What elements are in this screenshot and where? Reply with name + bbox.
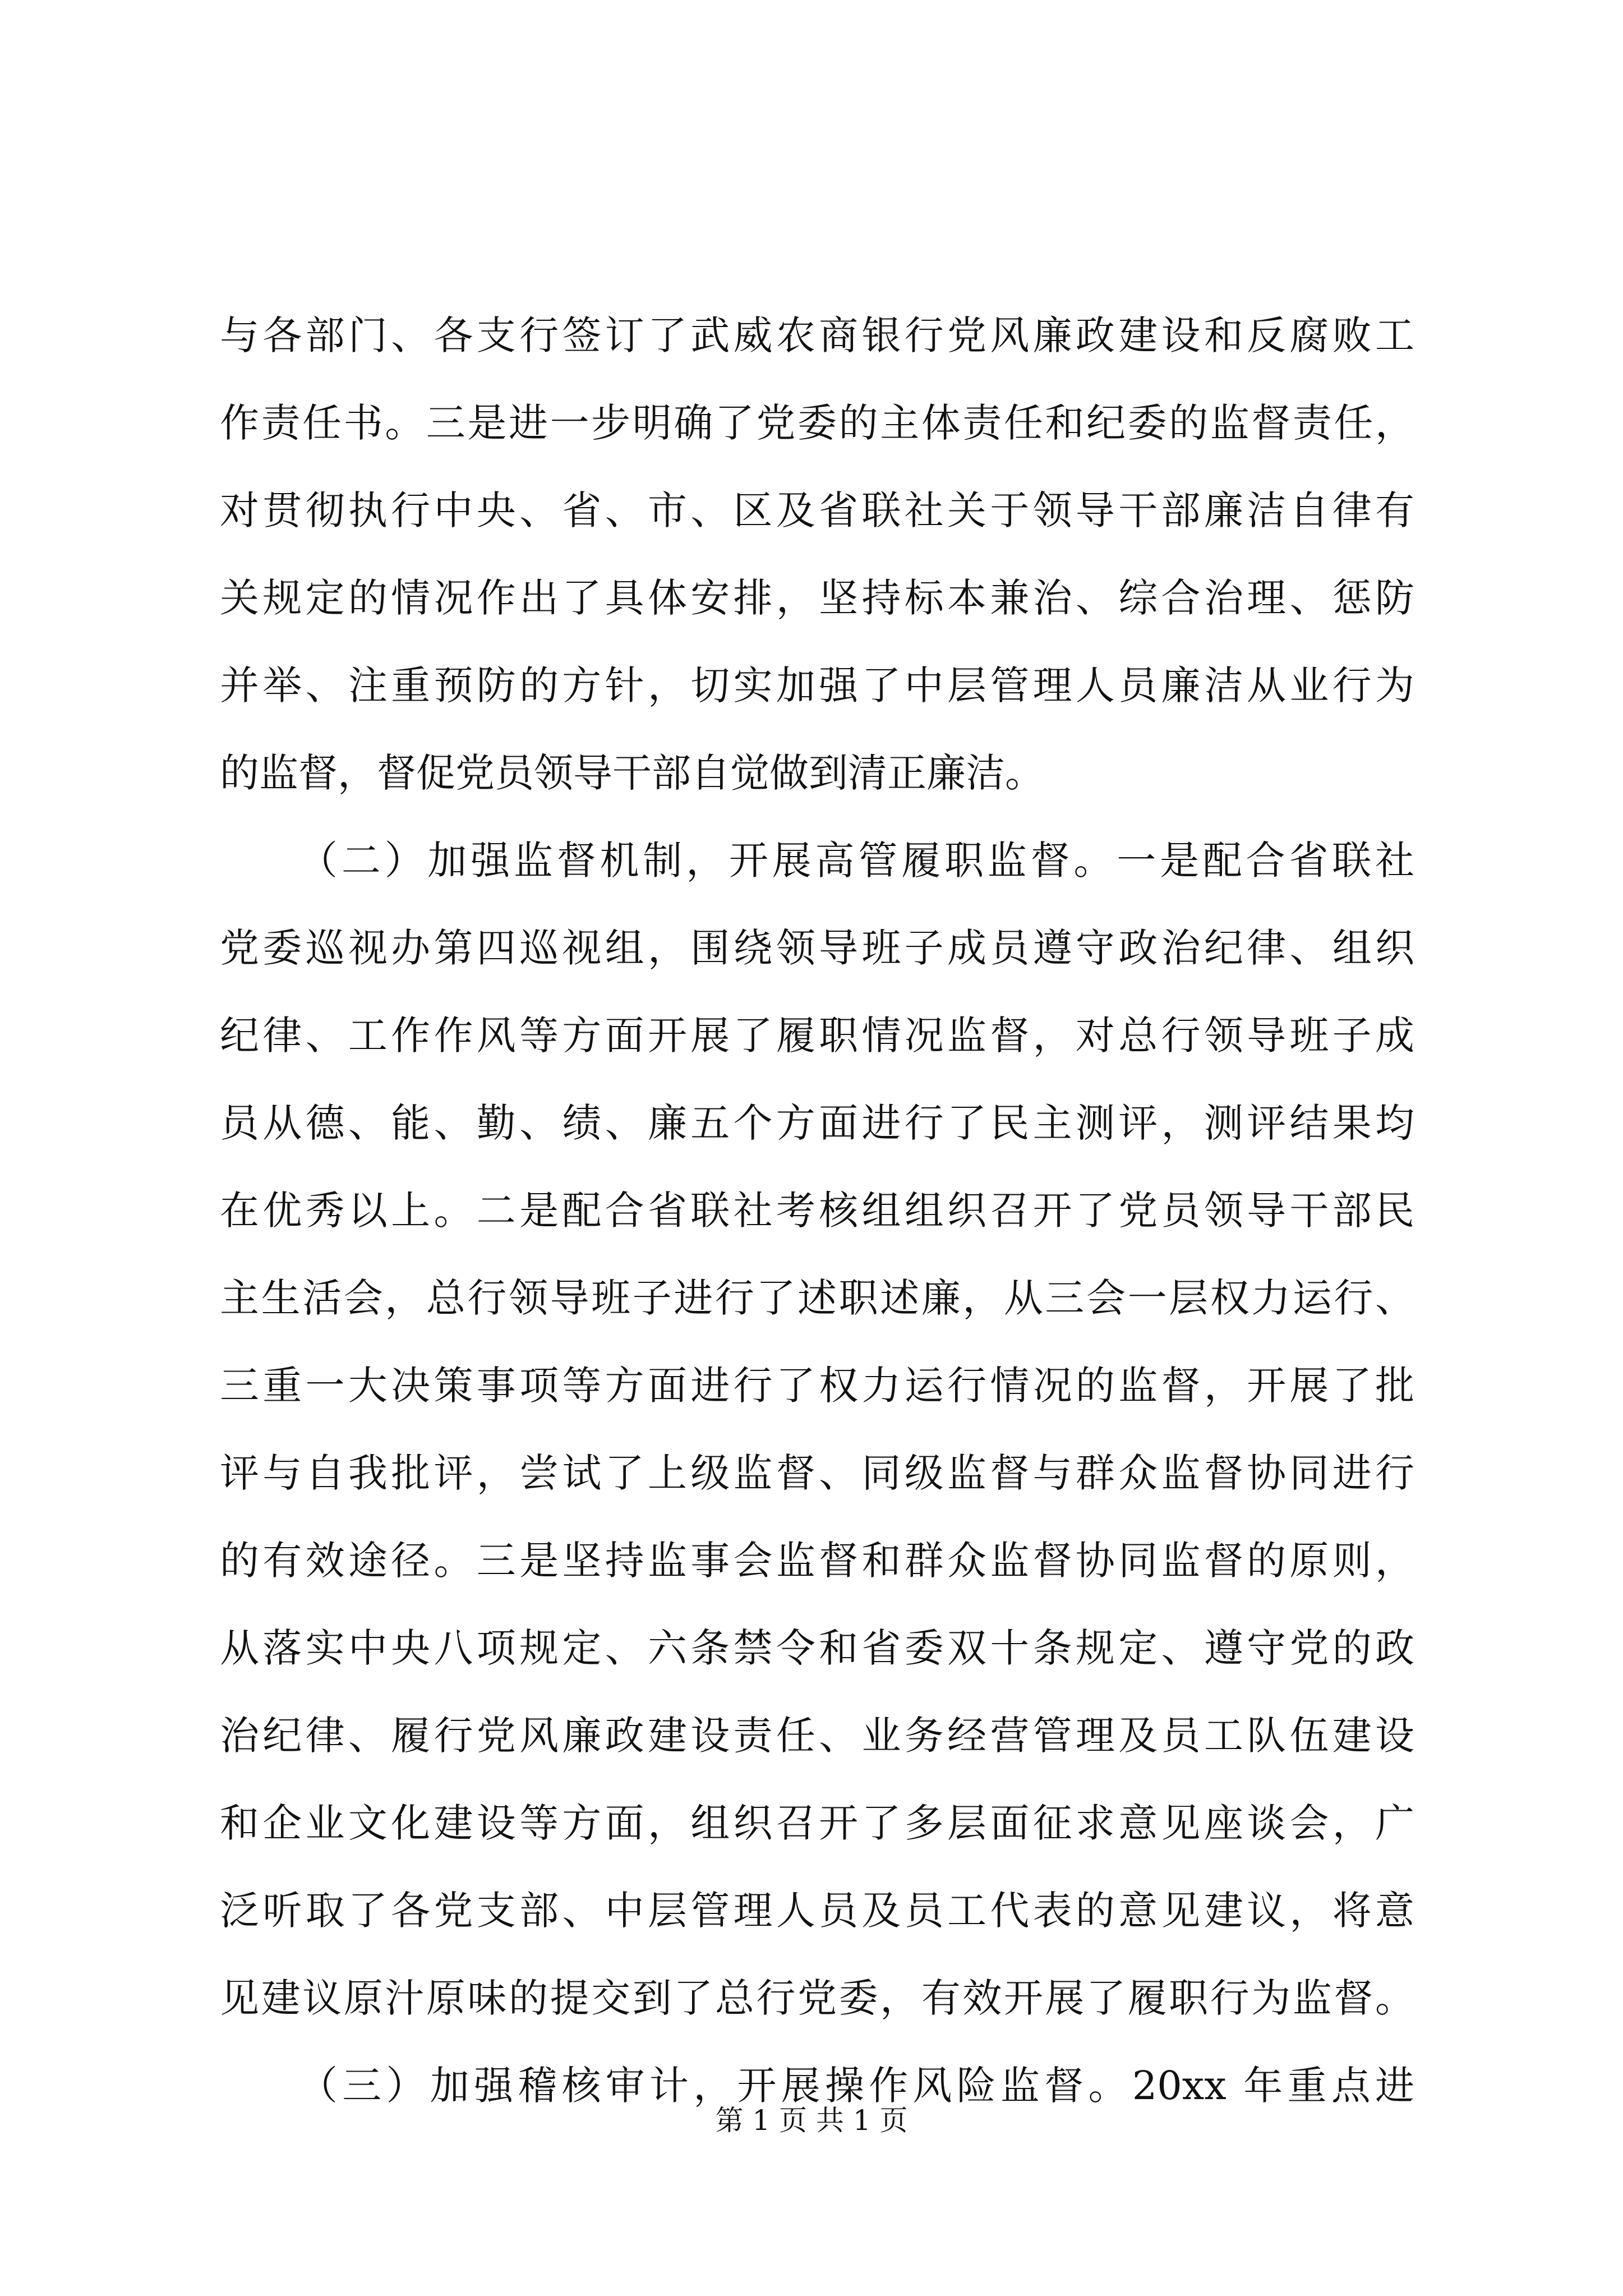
text-line: 并举、注重预防的方针，切实加强了中层管理人员廉洁从业行为 — [220, 662, 1414, 708]
text-line: 三重一大决策事项等方面进行了权力运行情况的监督，开展了批 — [220, 1363, 1414, 1409]
text-line: 见建议原汁原味的提交到了总行党委，有效开展了履职行为监督。 — [220, 1975, 1414, 2021]
page-number-footer: 第 1 页 共 1 页 — [715, 2104, 908, 2137]
text-line: 员从德、能、勤、绩、廉五个方面进行了民主测评，测评结果均 — [220, 1100, 1414, 1146]
text-line: 的监督，督促党员领导干部自觉做到清正廉洁。 — [220, 750, 1044, 796]
text-line: 从落实中央八项规定、六条禁令和省委双十条规定、遵守党的政 — [220, 1625, 1414, 1671]
text-line: 纪律、工作作风等方面开展了履职情况监督，对总行领导班子成 — [220, 1013, 1414, 1059]
text-line: 和企业文化建设等方面，组织召开了多层面征求意见座谈会，广 — [220, 1800, 1414, 1846]
text-line: 党委巡视办第四巡视组，围绕领导班子成员遵守政治纪律、组织 — [220, 925, 1414, 971]
text-line: 关规定的情况作出了具体安排，坚持标本兼治、综合治理、惩防 — [220, 575, 1414, 621]
document-body — [220, 292, 1414, 2129]
paragraph-heading-line: （二）加强监督机制，开展高管履职监督。一是配合省联社 — [298, 838, 1414, 884]
text-line: 主生活会，总行领导班子进行了述职述廉，从三会一层权力运行、 — [220, 1275, 1414, 1321]
text-line: 泛听取了各党支部、中层管理人员及员工代表的意见建议，将意 — [220, 1888, 1414, 1934]
text-line: 对贯彻执行中央、省、市、区及省联社关于领导干部廉洁自律有 — [220, 487, 1414, 533]
text-line: 在优秀以上。二是配合省联社考核组组织召开了党员领导干部民 — [220, 1188, 1414, 1234]
text-line: 与各部门、各支行签订了武威农商银行党风廉政建设和反腐败工 — [220, 312, 1414, 358]
text-line: 治纪律、履行党风廉政建设责任、业务经营管理及员工队伍建设 — [220, 1713, 1414, 1759]
paragraph-heading-line: （三）加强稽核审计，开展操作风险监督。20xx 年重点进 — [298, 2063, 1414, 2109]
text-line: 评与自我批评，尝试了上级监督、同级监督与群众监督协同进行 — [220, 1450, 1414, 1496]
text-line: 作责任书。三是进一步明确了党委的主体责任和纪委的监督责任， — [220, 400, 1414, 446]
text-line: 的有效途径。三是坚持监事会监督和群众监督协同监督的原则， — [220, 1538, 1414, 1584]
